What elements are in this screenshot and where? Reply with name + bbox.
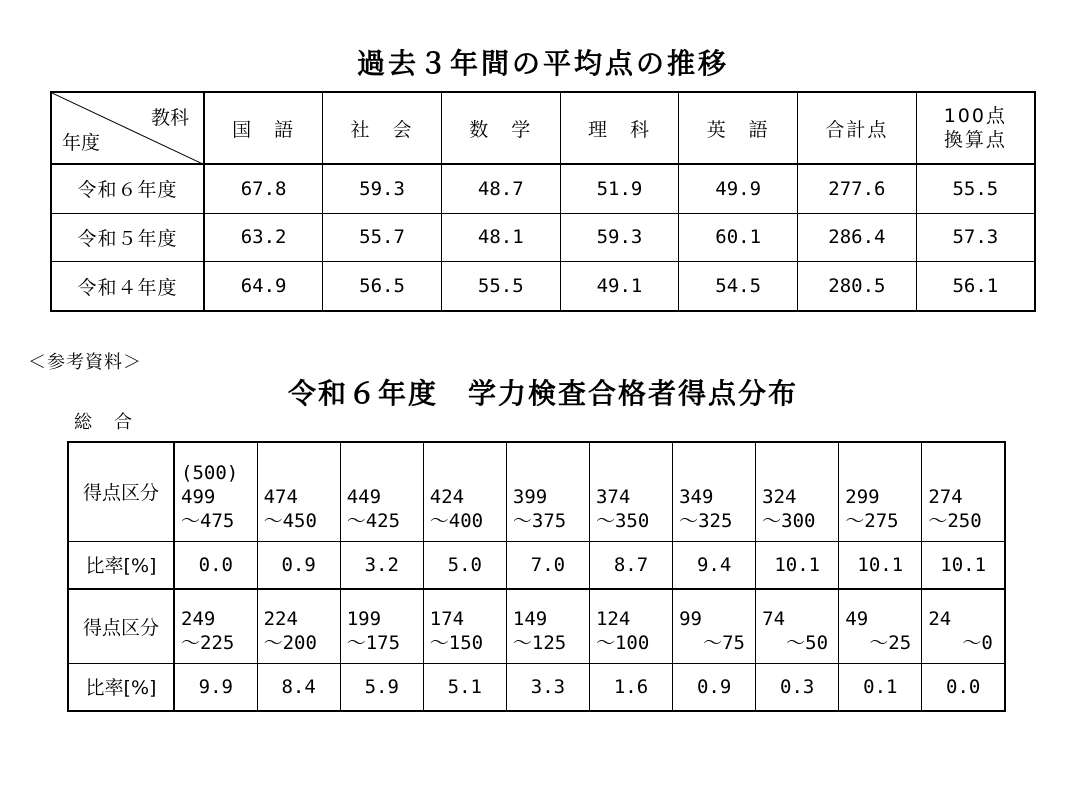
range-lower: ～400 <box>429 509 484 532</box>
range-upper: 374 <box>595 485 631 508</box>
range-upper: 99 <box>679 607 702 630</box>
ratio-cell: 1.6 <box>589 663 672 711</box>
range-lower: ～375 <box>512 509 567 532</box>
page-title: 過去３年間の平均点の推移 <box>356 47 729 80</box>
range-cell <box>589 589 672 663</box>
range-cell <box>174 442 257 541</box>
score-cell: 277.6 <box>798 164 917 213</box>
score-cell: 48.1 <box>441 213 560 261</box>
range-cell <box>673 442 756 541</box>
range-lower: ～425 <box>346 509 401 532</box>
year-corner-label: 年度 <box>62 132 101 154</box>
range-lower: ～225 <box>181 631 235 654</box>
range-cell <box>506 589 589 663</box>
range-row-label: 得点区分 <box>68 442 174 541</box>
range-upper: 249 <box>181 607 216 630</box>
range-cell <box>257 589 340 663</box>
header-subject: 数 学 <box>441 92 560 164</box>
range-cell <box>673 589 756 663</box>
ratio-cell: 5.0 <box>423 541 506 589</box>
range-cell <box>839 589 922 663</box>
range-lower: ～200 <box>263 631 317 654</box>
ratio-cell: 10.1 <box>839 541 922 589</box>
score-distribution-table <box>67 441 1006 712</box>
range-upper: 49 <box>845 607 869 630</box>
ratio-cell: 10.1 <box>756 541 839 589</box>
ratio-cell: 8.7 <box>589 541 672 589</box>
range-upper: 124 <box>595 607 631 630</box>
ratio-cell: 0.3 <box>756 663 839 711</box>
ratio-cell: 9.4 <box>673 541 756 589</box>
range-row <box>68 589 1005 663</box>
ratio-row <box>68 541 1005 589</box>
range-lower: ～75 <box>703 631 745 654</box>
range-upper: 324 <box>762 485 797 508</box>
score-cell: 55.5 <box>441 262 560 311</box>
range-lower: ～0 <box>962 631 993 654</box>
range-upper: 474 <box>263 485 298 508</box>
range-lower: ～175 <box>346 631 401 654</box>
header-subject: 理 科 <box>560 92 679 164</box>
ratio-cell: 0.0 <box>922 663 1005 711</box>
row-year-label: 令和６年度 <box>51 164 204 213</box>
section-title: 令和６年度 学力検査合格者得点分布 <box>287 377 798 410</box>
subject-corner-label: 教科 <box>150 107 189 129</box>
range-lower: ～300 <box>762 509 816 532</box>
range-upper: 399 <box>512 485 548 508</box>
score-cell: 49.1 <box>560 262 679 311</box>
score-cell: 56.1 <box>916 262 1035 311</box>
range-upper: 174 <box>429 607 465 630</box>
ratio-cell: 0.9 <box>257 541 340 589</box>
score-cell: 286.4 <box>798 213 917 261</box>
header-converted-line2: 換算点 <box>943 129 1007 151</box>
range-lower: ～475 <box>181 509 235 532</box>
range-cell <box>506 442 589 541</box>
header-total: 合計点 <box>798 92 917 164</box>
range-cell <box>756 589 839 663</box>
range-cell <box>922 589 1005 663</box>
ratio-cell: 3.2 <box>340 541 423 589</box>
ratio-cell: 7.0 <box>506 541 589 589</box>
range-upper: 424 <box>429 485 465 508</box>
range-upper: 299 <box>845 485 880 508</box>
range-lower: ～450 <box>263 509 317 532</box>
average-score-table <box>50 91 1036 312</box>
range-lower: ～100 <box>595 631 650 654</box>
score-cell: 48.7 <box>441 164 560 213</box>
range-cell <box>340 589 423 663</box>
range-cell <box>423 589 506 663</box>
header-subject: 社 会 <box>323 92 442 164</box>
ratio-cell: 10.1 <box>922 541 1005 589</box>
header-subject: 英 語 <box>679 92 798 164</box>
score-cell: 63.2 <box>204 213 323 261</box>
max-score-note: (500) <box>181 461 239 484</box>
score-cell: 64.9 <box>204 262 323 311</box>
ratio-cell: 8.4 <box>257 663 340 711</box>
row-year-label: 令和４年度 <box>51 262 204 311</box>
range-cell <box>839 442 922 541</box>
range-lower: ～50 <box>786 631 829 654</box>
header-converted-line1: 100点 <box>943 105 1007 127</box>
score-cell: 67.8 <box>204 164 323 213</box>
range-row-label: 得点区分 <box>68 589 174 663</box>
score-cell: 59.3 <box>323 164 442 213</box>
score-cell: 59.3 <box>560 213 679 261</box>
range-upper: 224 <box>263 607 298 630</box>
range-lower: ～350 <box>595 509 650 532</box>
range-upper: 74 <box>762 607 786 630</box>
reference-label: ＜参考資料＞ <box>28 352 142 373</box>
header-subject: 国 語 <box>204 92 323 164</box>
score-cell: 49.9 <box>679 164 798 213</box>
score-cell: 54.5 <box>679 262 798 311</box>
range-upper: 149 <box>512 607 548 630</box>
range-upper: 499 <box>181 485 216 508</box>
range-cell <box>423 442 506 541</box>
ratio-cell: 3.3 <box>506 663 589 711</box>
header-converted-score <box>916 92 1035 164</box>
range-row <box>68 442 1005 541</box>
ratio-cell: 5.9 <box>340 663 423 711</box>
score-cell: 60.1 <box>679 213 798 261</box>
range-lower: ～250 <box>928 509 982 532</box>
range-cell <box>756 442 839 541</box>
ratio-row <box>68 663 1005 711</box>
score-cell: 51.9 <box>560 164 679 213</box>
range-upper: 24 <box>928 607 952 630</box>
ratio-cell: 0.9 <box>673 663 756 711</box>
range-cell <box>257 442 340 541</box>
range-lower: ～150 <box>429 631 484 654</box>
range-lower: ～275 <box>845 509 899 532</box>
range-cell <box>589 442 672 541</box>
row-year-label: 令和５年度 <box>51 213 204 261</box>
range-cell <box>174 589 257 663</box>
total-label: 総 合 <box>74 412 134 433</box>
range-cell <box>922 442 1005 541</box>
score-cell: 55.5 <box>916 164 1035 213</box>
range-lower: ～25 <box>869 631 912 654</box>
score-cell: 56.5 <box>323 262 442 311</box>
ratio-cell: 9.9 <box>174 663 257 711</box>
score-cell: 55.7 <box>323 213 442 261</box>
table-row <box>51 262 1035 311</box>
ratio-row-label: 比率[%] <box>68 663 174 711</box>
range-upper: 449 <box>346 485 382 508</box>
range-cell <box>340 442 423 541</box>
range-lower: ～325 <box>679 509 733 532</box>
range-lower: ～125 <box>512 631 567 654</box>
score-cell: 57.3 <box>916 213 1035 261</box>
ratio-cell: 0.1 <box>839 663 922 711</box>
ratio-row-label: 比率[%] <box>68 541 174 589</box>
table-row <box>51 164 1035 213</box>
range-upper: 274 <box>928 485 963 508</box>
table-row <box>51 213 1035 261</box>
ratio-cell: 5.1 <box>423 663 506 711</box>
range-upper: 349 <box>679 485 714 508</box>
range-upper: 199 <box>346 607 382 630</box>
ratio-cell: 0.0 <box>174 541 257 589</box>
score-cell: 280.5 <box>798 262 917 311</box>
corner-header-cell <box>51 92 204 164</box>
